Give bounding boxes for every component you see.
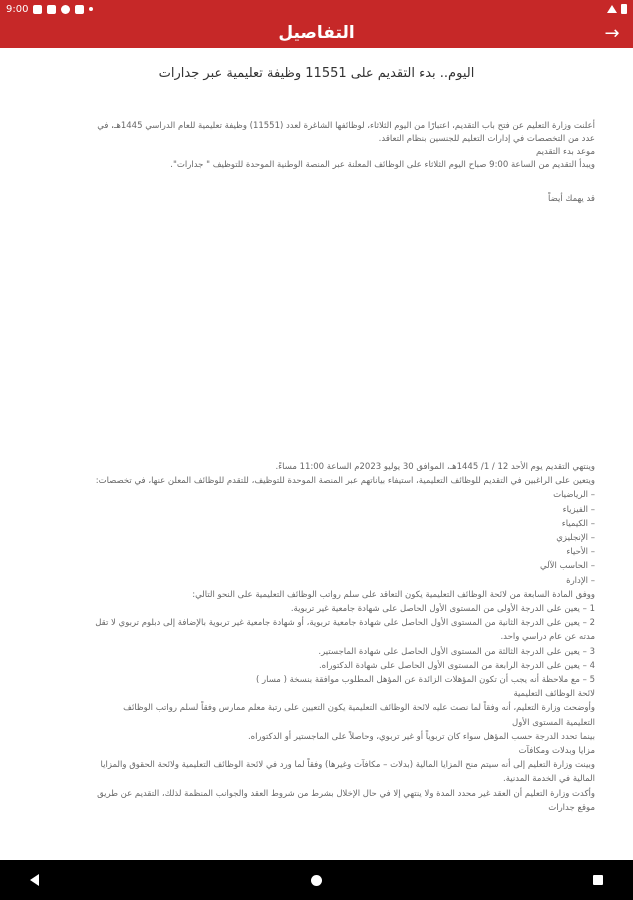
page-title: التفاصيل xyxy=(278,23,355,43)
article-line: بينما تحدد الدرجة حسب المؤهل سواء كان تربوياً أو غير تربوي، وحاصلاً على الماجستير أو الدكتوراه. xyxy=(247,731,595,742)
article-line: المالية في الخدمة المدنية. xyxy=(503,774,595,785)
status-bar xyxy=(0,0,633,18)
article-line: – الرياضيات xyxy=(553,490,595,501)
battery-icon xyxy=(621,4,627,14)
article-line: وبينت وزارة التعليم إلى أنه سيتم منح المزايا المالية (بدلات – مكافآت وغيرها) وفقاً لما ورد في لائحة الوظائف التعليمية ولائحة الحقوق والمزايا xyxy=(100,760,595,771)
gallery-icon xyxy=(47,5,56,14)
article-headline: اليوم.. بدء التقديم على 11551 وظيفة تعليمية عبر جدارات xyxy=(158,66,475,81)
article-line: وأوضحت وزارة التعليم، أنه وفقاً لما نصت عليه لائحة الوظائف التعليمية يكون التعيين على رتبة معلم ممارس وفقاً لسلم رواتب الوظائف xyxy=(123,703,595,714)
article-line: عدد من التخصصات في إدارات التعليم للجنسين بنظام التعاقد. xyxy=(378,134,595,144)
notification-icon xyxy=(33,5,42,14)
article-line: التعليمية المستوى الأول xyxy=(512,717,595,728)
nav-home-icon[interactable] xyxy=(311,875,322,886)
article-line: – الكيمياء xyxy=(561,518,595,529)
article-line: ويتعين على الراغبين في التقديم للوظائف التعليمية، استيفاء بياناتهم عبر المنصة الموحدة للتوظيف، للتقدم للوظائف المعلن عنها، في تخصصات: xyxy=(95,476,595,487)
article-line: – الإدارة xyxy=(566,575,595,586)
article-line: – الأحياء xyxy=(566,547,595,558)
system-navbar xyxy=(0,860,633,900)
article-line: وأكدت وزارة التعليم أن العقد غير محدد المدة ولا ينتهي إلا في حال الإخلال بشرط من شروط العقد والجوانب المنظمة لذلك، التقديم عن طريق xyxy=(97,788,595,799)
article-line: – الحاسب الآلي xyxy=(539,561,595,572)
store-icon xyxy=(75,5,84,14)
wifi-icon xyxy=(607,5,617,13)
nav-back-icon[interactable] xyxy=(30,874,39,886)
article-line: – الإنجليزي xyxy=(556,533,595,544)
article-line: 5 – مع ملاحظة أنه يجب أن تكون المؤهلات الزائدة عن المؤهل المطلوب موافقة بنسخة ( مسار ) xyxy=(256,675,595,686)
article-line: – الفيزياء xyxy=(562,504,595,515)
article-line: 4 – يعين على الدرجة الرابعة من المستوى الأول الحاصل على شهادة الدكتوراه. xyxy=(318,660,595,671)
article-body xyxy=(25,460,595,815)
status-right xyxy=(607,4,627,14)
status-left xyxy=(6,4,93,15)
article-line: لائحة الوظائف التعليمية xyxy=(513,689,595,700)
article-line: أعلنت وزارة التعليم عن فتح باب التقديم، اعتبارًا من اليوم الثلاثاء، لوظائفها الشاغرة لعدد (11551) وظيفة تعليمية للعام الدراسي 1445هـ، في xyxy=(97,121,595,131)
app-bar xyxy=(0,18,633,48)
article-line: ووفق المادة السابعة من لائحة الوظائف التعليمية يكون التعاقد على سلم رواتب الوظائف التعليمية على النحو التالي: xyxy=(192,589,595,600)
article-line: 1 – يعين على الدرجة الأولى من المستوى الأول الحاصل على شهادة جامعية غير تربوية. xyxy=(290,604,595,615)
dot-icon xyxy=(89,7,93,11)
article-line: موقع جدارات xyxy=(548,802,595,813)
back-arrow-icon[interactable]: → xyxy=(604,22,620,44)
article-line: موعد بدء التقديم xyxy=(535,147,595,157)
article-line: مزايا وبدلات ومكافآت xyxy=(518,746,595,757)
app-notification-icon xyxy=(61,5,70,14)
article-line: وينتهي التقديم يوم الأحد 12 / 1/ 1445هـ، الموافق 30 يوليو 2023م الساعة 11:00 مساءً. xyxy=(275,462,595,472)
related-label[interactable]: قد يهمك أيضاً xyxy=(548,194,595,204)
article-line: ويبدأ التقديم من الساعة 9:00 صباح اليوم الثلاثاء على الوظائف المعلنة عبر المنصة الوطنية الموحدة للتوظيف " جدارات". xyxy=(170,160,595,170)
article-line: 3 – يعين على الدرجة الثالثة من المستوى الأول الحاصل على شهادة الماجستير. xyxy=(318,646,595,657)
article-line: 2 – يعين على الدرجة الثانية من المستوى الأول الحاصل على شهادة جامعية تربوية، أو شهادة جامعية غير تربوية بالإضافة إلى دبلوم تربوي لا تقل xyxy=(95,618,595,629)
article-line: مدته عن عام دراسي واحد. xyxy=(500,632,595,643)
nav-recents-icon[interactable] xyxy=(593,875,603,885)
status-time: 9:00 xyxy=(6,3,29,15)
article-content xyxy=(0,48,633,860)
article-intro xyxy=(25,120,595,172)
